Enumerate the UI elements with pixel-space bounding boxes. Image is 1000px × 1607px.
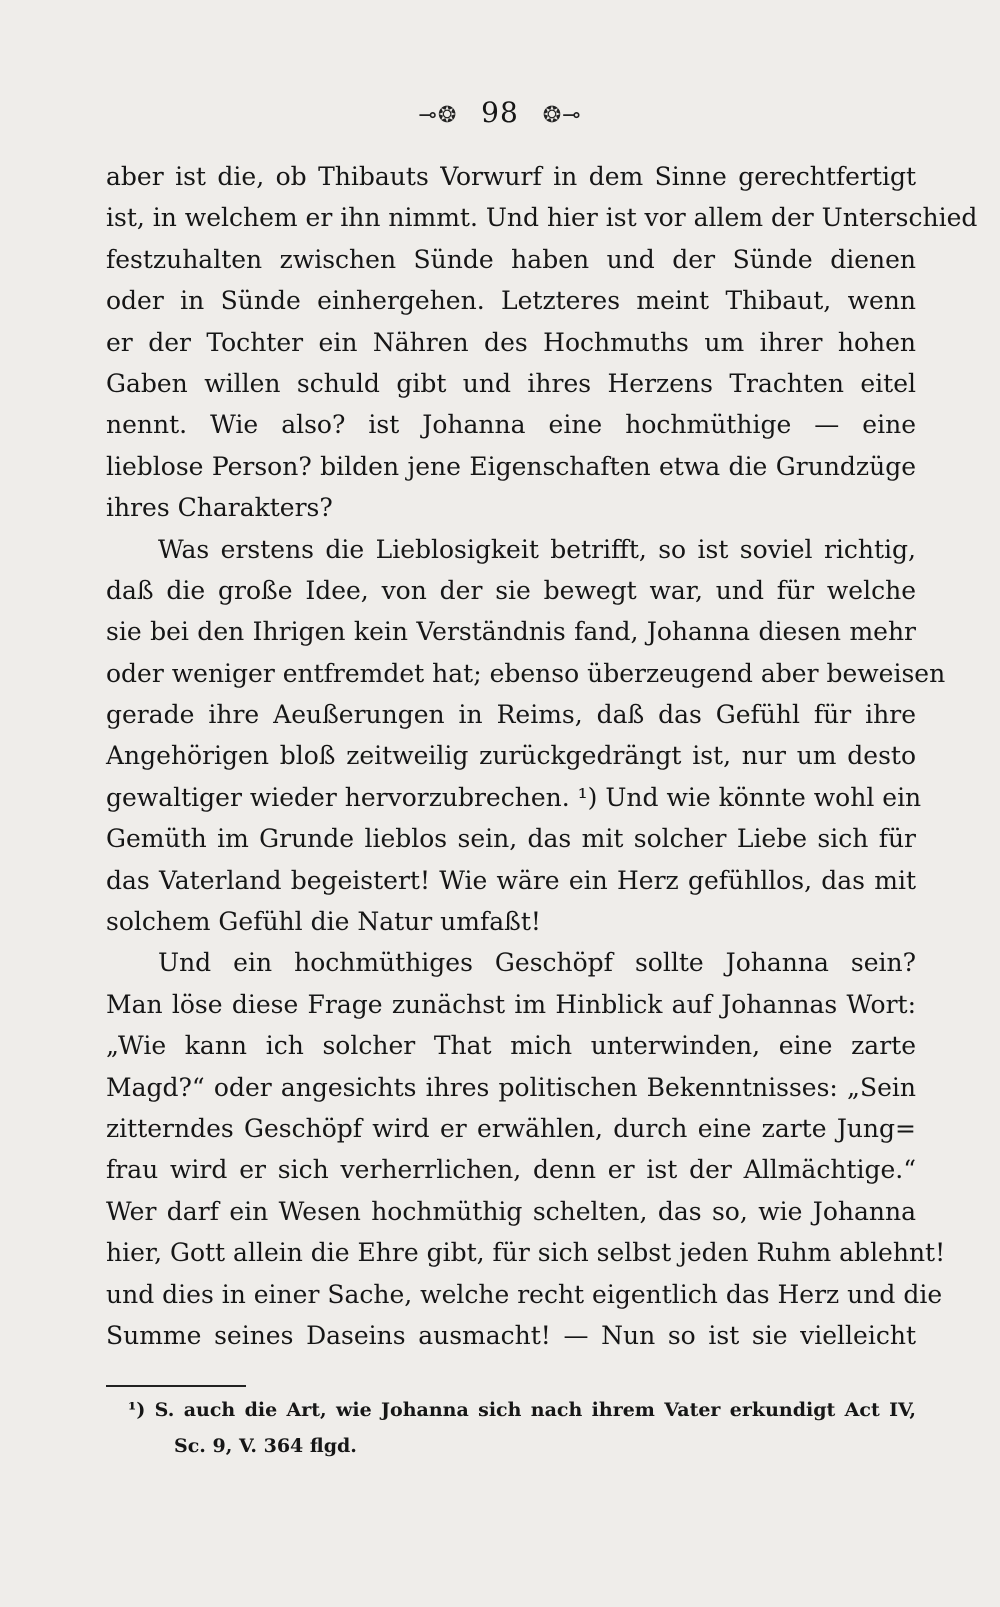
footnote-divider bbox=[106, 1385, 246, 1387]
text-line: Summe seines Daseins ausmacht! — Nun so ist sie vielleicht bbox=[106, 1320, 916, 1350]
text-line: Man löse diese Frage zunächst im Hinblick auf Johannas Wort: bbox=[106, 989, 916, 1019]
text-line: ihres Charakters? bbox=[106, 493, 333, 523]
footnote-line: Sc. 9, V. 364 flgd. bbox=[174, 1435, 357, 1457]
text-line: Wer darf ein Wesen hochmüthig schelten, das so, wie Johanna bbox=[106, 1196, 916, 1226]
text-line: nennt. Wie also? ist Johanna eine hochmüthige — eine bbox=[106, 410, 916, 440]
text-line: lieblose Person? bilden jene Eigenschaften etwa die Grundzüge bbox=[106, 451, 916, 481]
text-line: gerade ihre Aeußerungen in Reims, daß das Gefühl für ihre bbox=[106, 700, 916, 730]
text-line: ist, in welchem er ihn nimmt. Und hier ist vor allem der Unterschied bbox=[106, 203, 978, 233]
header-ornament-right: ❂⊸ bbox=[542, 103, 582, 128]
text-line: gewaltiger wieder hervorzubrechen. ¹) Und wie könnte wohl ein bbox=[106, 782, 922, 812]
header-ornament-left: ⊸❂ bbox=[418, 103, 458, 128]
body-text bbox=[106, 156, 978, 1356]
text-line: hier, Gott allein die Ehre gibt, für sich selbst jeden Ruhm ablehnt! bbox=[106, 1238, 946, 1268]
text-line: Angehörigen bloß zeitweilig zurückgedrängt ist, nur um desto bbox=[106, 741, 916, 771]
page-header bbox=[0, 96, 1000, 129]
text-line: oder weniger entfremdet hat; ebenso überzeugend aber beweisen bbox=[106, 658, 946, 688]
text-line: zitterndes Geschöpf wird er erwählen, durch eine zarte Jung= bbox=[106, 1113, 916, 1143]
text-line: Gaben willen schuld gibt und ihres Herzens Trachten eitel bbox=[106, 368, 916, 398]
paragraph-start-line: Und ein hochmüthiges Geschöpf sollte Johanna sein? bbox=[158, 948, 916, 978]
text-line: Gemüth im Grunde lieblos sein, das mit solcher Liebe sich für bbox=[106, 824, 916, 854]
footnotes bbox=[128, 1392, 916, 1464]
text-line: daß die große Idee, von der sie bewegt war, und für welche bbox=[106, 575, 916, 605]
text-line: und dies in einer Sache, welche recht eigentlich das Herz und die bbox=[106, 1279, 943, 1309]
text-line: er der Tochter ein Nähren des Hochmuths um ihrer hohen bbox=[106, 327, 916, 357]
paragraph-start-line: Was erstens die Lieblosigkeit betrifft, so ist soviel richtig, bbox=[158, 534, 916, 564]
text-line: festzuhalten zwischen Sünde haben und der Sünde dienen bbox=[106, 244, 916, 274]
text-line: aber ist die, ob Thibauts Vorwurf in dem Sinne gerechtfertigt bbox=[106, 162, 916, 191]
text-line: Magd?“ oder angesichts ihres politischen Bekenntnisses: „Sein bbox=[106, 1072, 916, 1102]
text-line: sie bei den Ihrigen kein Verständnis fand, Johanna diesen mehr bbox=[106, 617, 916, 647]
text-line: oder in Sünde einhergehen. Letzteres meint Thibaut, wenn bbox=[106, 286, 916, 316]
footnote-line: ¹) S. auch die Art, wie Johanna sich nach ihrem Vater erkundigt Act IV, bbox=[128, 1399, 916, 1421]
text-line: frau wird er sich verherrlichen, denn er ist der Allmächtige.“ bbox=[106, 1155, 916, 1185]
page-number: 98 bbox=[481, 96, 519, 129]
text-line: „Wie kann ich solcher That mich unterwinden, eine zarte bbox=[106, 1031, 916, 1061]
text-line: solchem Gefühl die Natur umfaßt! bbox=[106, 907, 541, 937]
text-line: das Vaterland begeistert! Wie wäre ein Herz gefühllos, das mit bbox=[106, 865, 916, 895]
